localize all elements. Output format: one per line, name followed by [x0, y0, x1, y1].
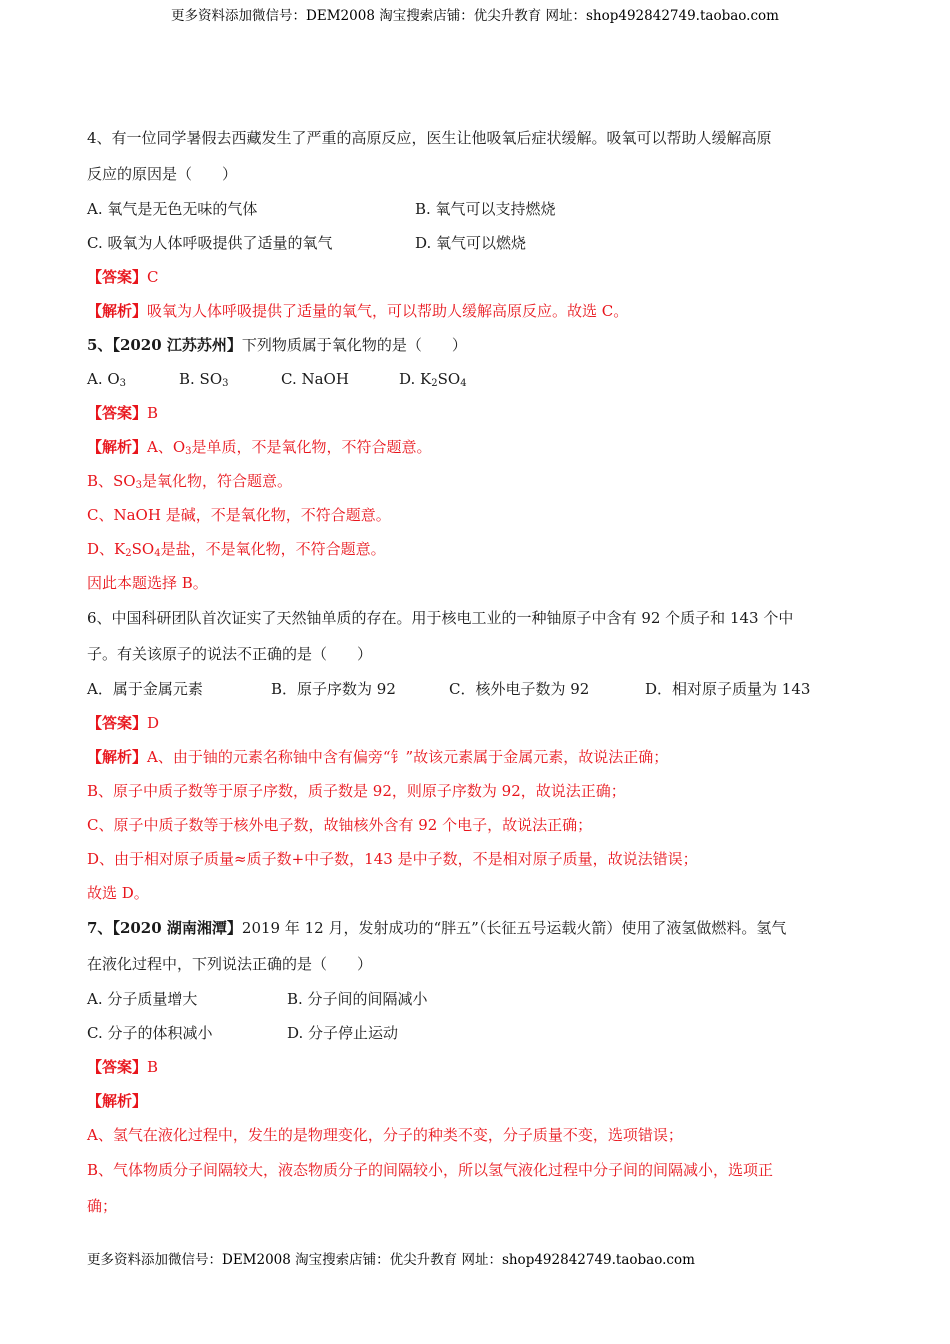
analysis-label: 【解析】	[87, 438, 148, 456]
q4-analysis	[87, 294, 867, 328]
q7-options-row2	[87, 1016, 867, 1050]
q6-analysis-d: D、由于相对原子质量≈质子数+中子数，143 是中子数，不是相对原子质量，故说法错误；	[87, 850, 698, 868]
q5-option-d: D. $K_2SO_4$	[399, 370, 467, 389]
q5-option-a: A. $O_3$	[87, 370, 127, 389]
analysis-text: 吸氧为人体呼吸提供了适量的氧气，可以帮助人缓解高原反应。故选 C。	[147, 302, 629, 320]
q4-stem-line2: 反应的原因是（ ）	[87, 165, 238, 183]
q4-options-row2	[87, 226, 867, 260]
q6-stem-line2: 子。有关该原子的说法不正确的是（ ）	[87, 645, 373, 663]
q5-analysis-b: B、$SO_3$是氧化物，符合题意。	[87, 472, 292, 491]
q7-option-a: A. 分子质量增大	[87, 990, 198, 1008]
q5-number: 5、	[87, 336, 113, 354]
q5-analysis-a: 【解析】A、$O_3$是单质，不是氧化物，不符合题意。	[87, 438, 432, 457]
q7-analysis-a: A、氢气在液化过程中，发生的是物理变化，分子的种类不变，分子质量不变，选项错误；	[87, 1126, 683, 1144]
q4-stem-line1: 4、有一位同学暑假去西藏发生了严重的高原反应，医生让他吸氧后症状缓解。吸氧可以帮助人缓解高原	[87, 129, 772, 147]
q7-option-b: B. 分子间的间隔减小	[287, 990, 428, 1008]
q7-analysis-b-cont: 确；	[87, 1197, 118, 1215]
q5-analysis-conclusion: 因此本题选择 B。	[87, 574, 208, 592]
q4-option-c: C. 吸氧为人体呼吸提供了适量的氧气	[87, 234, 333, 252]
q7-option-d: D. 分子停止运动	[287, 1024, 399, 1042]
answer-value: C	[147, 268, 159, 286]
q5-source: 【2020 江苏苏州】	[112, 336, 242, 354]
q6-analysis-b: B、原子中质子数等于原子序数，质子数是 92，则原子序数为 92，故说法正确；	[87, 782, 626, 800]
q7-options-row1	[87, 982, 867, 1016]
q7-analysis-label: 【解析】	[87, 1092, 148, 1110]
q5-answer	[87, 396, 867, 430]
q6-options	[87, 672, 867, 706]
q6-stem-line1: 6、中国科研团队首次证实了天然铀单质的存在。用于核电工业的一种铀原子中含有 92 个质子和 143 个中	[87, 609, 794, 627]
q6-option-d: D．相对原子质量为 143	[645, 680, 811, 698]
q5-analysis-d: D、$K_2SO_4$是盐，不是氧化物，不符合题意。	[87, 540, 386, 559]
q7-stem-line2: 在液化过程中，下列说法正确的是（ ）	[87, 955, 373, 973]
document-content	[87, 120, 867, 1224]
q4-answer	[87, 260, 867, 294]
answer-value: B	[147, 1058, 159, 1076]
q7-source: 【2020 湖南湘潭】	[112, 919, 242, 937]
q6-analysis-a: 【解析】A、由于铀的元素名称铀中含有偏旁“钅”故该元素属于金属元素，故说法正确；	[87, 748, 669, 766]
q6-analysis-c: C、原子中质子数等于核外电子数，故铀核外含有 92 个电子，故说法正确；	[87, 816, 593, 834]
page-footer: 更多资料添加微信号：DEM2008 淘宝搜索店铺：优尖升教育 网址：shop492842749.taobao.com	[87, 1252, 695, 1268]
answer-label: 【答案】	[87, 714, 148, 732]
q6-option-c: C．核外电子数为 92	[449, 680, 590, 698]
answer-label: 【答案】	[87, 268, 148, 286]
answer-value: D	[147, 714, 160, 732]
q7-answer	[87, 1050, 867, 1084]
answer-label: 【答案】	[87, 404, 148, 422]
q6-answer	[87, 706, 867, 740]
q7-stem-line1	[87, 910, 867, 946]
q6-option-a: A．属于金属元素	[87, 680, 203, 698]
answer-label: 【答案】	[87, 1058, 148, 1076]
q4-option-b: B. 氧气可以支持燃烧	[415, 200, 556, 218]
q6-analysis-conclusion: 故选 D。	[87, 884, 149, 902]
q5-option-c: C. NaOH	[281, 370, 349, 388]
q6-option-b: B．原子序数为 92	[271, 680, 396, 698]
q7-stem-text: 2019 年 12 月，发射成功的“胖五”（长征五号运载火箭）使用了液氢做燃料。氢气	[241, 919, 787, 937]
answer-value: B	[147, 404, 159, 422]
q5-analysis-c: C、NaOH 是碱，不是氧化物，不符合题意。	[87, 506, 391, 524]
analysis-label: 【解析】	[87, 748, 148, 766]
q4-option-d: D. 氧气可以燃烧	[415, 234, 527, 252]
q7-number: 7、	[87, 919, 113, 937]
q5-stem	[87, 328, 867, 362]
analysis-label: 【解析】	[87, 302, 148, 320]
q7-analysis-b: B、气体物质分子间隔较大，液态物质分子的间隔较小，所以氢气液化过程中分子间的间隔减小，选项正	[87, 1161, 774, 1179]
q5-stem-text: 下列物质属于氧化物的是（ ）	[241, 336, 467, 354]
q5-option-b: B. $SO_3$	[179, 370, 229, 389]
q4-options-row1	[87, 192, 867, 226]
page-header: 更多资料添加微信号：DEM2008 淘宝搜索店铺：优尖升教育 网址：shop492842749.taobao.com	[171, 8, 779, 24]
q4-option-a: A. 氧气是无色无味的气体	[87, 200, 258, 218]
q5-options	[87, 362, 867, 396]
q7-option-c: C. 分子的体积减小	[87, 1024, 213, 1042]
